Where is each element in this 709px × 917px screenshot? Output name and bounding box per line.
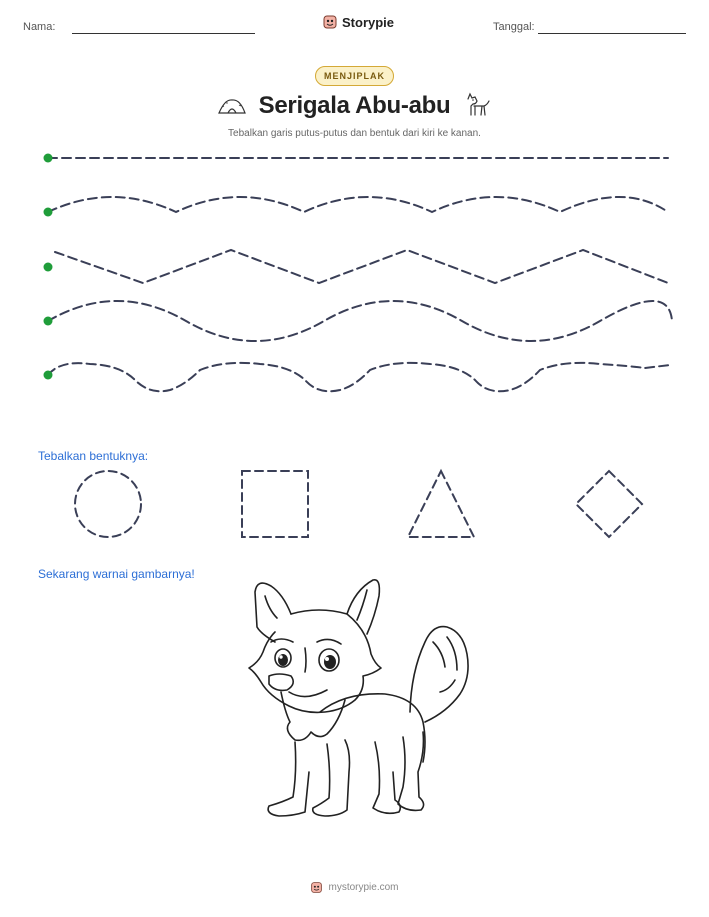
shapes-section-label: Tebalkan bentuknya:: [38, 449, 149, 463]
coloring-section-label: Sekarang warnai gambarnya!: [38, 567, 195, 581]
footer-website[interactable]: mystorypie.com: [328, 882, 399, 893]
footer: [0, 881, 709, 894]
brand-name: Storypie: [342, 14, 395, 30]
page-title: Serigala Abu-abu: [258, 92, 451, 119]
shapes-area: [0, 460, 709, 550]
start-dot: [44, 154, 53, 163]
tracing-line-gentle-wave[interactable]: [48, 197, 668, 212]
start-dot: [44, 263, 53, 272]
tracing-line-large-wave[interactable]: [48, 301, 672, 341]
tracing-line-zigzag[interactable]: [55, 250, 668, 283]
trace-triangle[interactable]: [408, 471, 474, 537]
trace-square[interactable]: [242, 471, 308, 537]
wolf-coloring-image[interactable]: [235, 572, 475, 832]
tracing-area: [0, 0, 709, 420]
name-label: Nama:: [23, 21, 56, 33]
tracing-line-bumpy-wave[interactable]: [48, 363, 670, 391]
worksheet-type-badge: MENJIPLAK: [315, 66, 394, 86]
instructions-subtitle: Tebalkan garis putus-putus dan bentuk dari kiri ke kanan.: [228, 128, 481, 139]
storypie-logo-icon: [310, 881, 323, 894]
trace-diamond[interactable]: [576, 471, 642, 537]
trace-circle[interactable]: [75, 471, 141, 537]
start-dot: [44, 371, 53, 380]
date-label: Tanggal:: [493, 21, 535, 33]
start-dot: [44, 317, 53, 326]
start-dot: [44, 208, 53, 217]
